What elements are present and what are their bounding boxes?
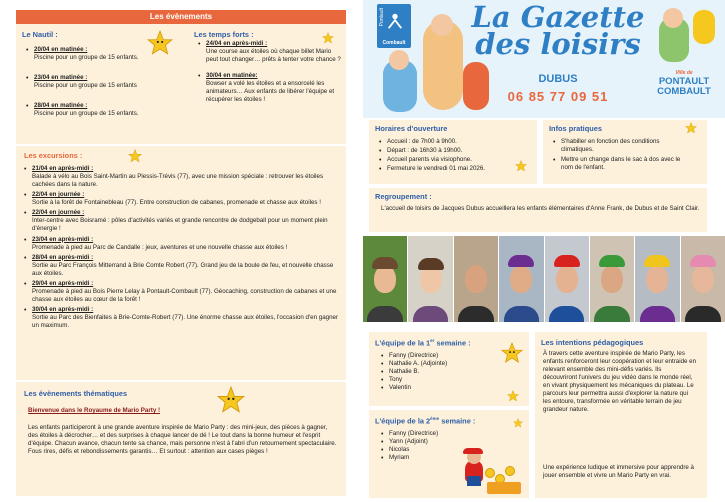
temps-forts-text: Bowser a volé les étoiles et a ensorcelé les animateurs… Aux enfants de libérer l'équipe et récupérer les étoiles !: [206, 80, 335, 104]
regroupement-text: L'accueil de loisirs de Jacques Dubus accueillera les enfants élémentaires d'Anne Frank, de Dubus et de Saint Clair.: [381, 205, 700, 212]
list-item: [196, 40, 342, 64]
list-item: [22, 191, 340, 207]
team-photo: [635, 236, 679, 322]
regroupement-heading: Regroupement :: [375, 192, 432, 201]
list-item: • S'habiller en fonction des conditions climatiques.: [551, 138, 681, 154]
intentions-p2: Une expérience ludique et immersive pour apprendre à jouer ensemble et vivre un Mario Party en vrai.: [543, 464, 694, 480]
events-banner: Les évènements: [16, 10, 346, 24]
regroupement-panel: [369, 188, 707, 232]
team-photo-strip: [363, 236, 725, 322]
logo-side-text: Pontault: [379, 8, 385, 27]
list-item: [22, 306, 340, 330]
intentions-heading: Les intentions pédagogiques: [541, 338, 644, 347]
intentions-panel: [535, 332, 707, 498]
team-photo: [454, 236, 498, 322]
kid-illustration: [431, 14, 453, 36]
temps-forts-text: Une course aux étoiles où chaque billet Mario peut tout changer… prêts à tenter votre chance ?: [206, 48, 341, 64]
intentions-p1: À travers cette aventure inspirée de Mario Party, les enfants renforceront leur coopération et leur entraide en relevant ensemble des mini-défis variés. Ils découvriront l'univers du jeu vidéo dans le monde réel, en vivant physiquement les mécaniques du plateau. Le parcours leur permettra aussi d'explorer la nature qui les entoure, transformée en véritable terrain de jeu grandeur nature.: [543, 350, 697, 414]
list-item: • Fermeture le vendredi 01 mai 2026.: [377, 165, 535, 173]
equipe2-heading: [375, 416, 475, 426]
team-photo: [499, 236, 543, 322]
excursion-date: 21/04 en après-midi :: [32, 165, 94, 172]
list-item: [22, 280, 340, 304]
nautil-heading: Le Nautil :: [22, 30, 58, 39]
equipe1-list: [379, 352, 499, 392]
list-item: • Nicolas: [379, 446, 459, 454]
equipe1-heading-pre: L'équipe de la 1: [375, 338, 431, 348]
team-photo: [408, 236, 452, 322]
infos-heading: Infos pratiques: [549, 124, 602, 133]
kid-illustration: [389, 50, 409, 70]
title-line2: des loisirs: [475, 27, 641, 61]
ville-line1: PONTAULT: [658, 75, 710, 87]
equipe1-heading-post: semaine :: [434, 338, 471, 348]
team-photo: [681, 236, 725, 322]
equipe2-heading-pre: L'équipe de la 2: [375, 416, 431, 426]
excursion-date: 28/04 en après-midi :: [32, 253, 94, 261]
mario-coins-illustration: [461, 446, 523, 496]
thematiques-paragraph: Les enfants participeront à une grande aventure inspirée de Mario Party : des mini-jeux, des pièces à gagner, des étoiles à décrocher… et des surprises à chaque lancer de dé ! Le tout dans la bonne humeur et l'esprit d'équipe. Chacun avance, chacun tente sa chance, mais personne n'est à l'abri d'un retournement spectaculaire. Fous rires, défis et rebondissements garantis… Et surtout : attention aux cases pièges !: [28, 424, 337, 456]
team-photo: [545, 236, 589, 322]
list-item: • Fanny (Directrice): [379, 352, 499, 360]
excursion-text: Sortie au Parc François Mitterrand à Brie Comte Robert (77). Grand jeu de la boule de feu, et nouvelle chasse aux étoiles.: [32, 261, 334, 277]
temps-forts-heading: Les temps forts :: [194, 30, 254, 39]
excursion-date: 30/04 en après-midi :: [32, 306, 94, 313]
list-item: • Valentin: [379, 384, 499, 392]
logo-text: Combault: [382, 39, 406, 46]
excursion-date: 23/04 en après-midi :: [32, 235, 94, 243]
star-icon: [515, 160, 527, 172]
list-item: • Fanny (Directrice): [379, 430, 459, 438]
horaires-list: [377, 138, 535, 174]
equipe1-panel: [369, 332, 529, 406]
star-icon: [128, 149, 142, 163]
ville-line2: COMBAULT: [657, 85, 711, 97]
horaires-heading: Horaires d'ouverture: [375, 124, 448, 133]
list-item: • Accueil parents via visiophone.: [377, 156, 535, 164]
thematiques-welcome: Bienvenue dans le Royaume de Mario Party !: [28, 407, 161, 414]
list-item: • Accueil : de 7h00 à 9h00.: [377, 138, 535, 146]
ville-small: Ville de: [675, 70, 693, 76]
left-column: [0, 0, 360, 502]
star-icon: [507, 390, 519, 402]
star-icon: [501, 342, 523, 364]
equipe1-heading-sup: er: [430, 338, 435, 343]
excursion-text: Sortie au Parc des Bienfaites à Brie-Comte-Robert (77). Une énorme chasse aux étoiles, l'occasion d'en gagner un maximum.: [32, 314, 339, 330]
star-icon: [685, 122, 697, 134]
nautil-date: 23/04 en matinée :: [34, 74, 88, 82]
star-icon: [216, 386, 246, 414]
equipe2-panel: [369, 410, 529, 498]
horaires-panel: [369, 120, 537, 184]
nautil-text: Piscine pour un groupe de 15 enfants.: [34, 54, 139, 62]
nautil-list: [24, 46, 194, 120]
right-column: [363, 0, 725, 502]
thematiques-heading: Les évènements thématiques: [24, 389, 128, 398]
excursion-text: Sortie à la forêt de Fontainebleau (77). Entre construction de cabanes, promenade et chasse aux étoiles !: [32, 199, 321, 207]
list-item: [22, 209, 340, 233]
excursion-text: Balade à vélo au Bois Saint-Martin au Plessis-Trévis (77), avec une mission spéciale : retrouver les étoiles cachées dans la nature.: [32, 173, 324, 189]
gazette-title: [463, 0, 653, 61]
excursion-text: Promenade à pied au Bois Pierre Lelay à Pontault-Combault (77). Géocaching, construction de cabanes et une chasse aux étoiles au cœur de la forêt !: [32, 287, 337, 303]
infos-list: [551, 138, 681, 174]
excursions-list: [22, 165, 340, 332]
gazette-header: [363, 0, 725, 118]
list-item: [22, 165, 340, 189]
list-item: • Mettre un change dans le sac à dos avec le nom de l'enfant.: [551, 156, 681, 172]
center-name: DUBUS: [538, 73, 578, 85]
excursion-date: 22/04 en journée :: [32, 209, 85, 217]
list-item: [196, 72, 342, 104]
excursions-panel: [16, 146, 346, 380]
temps-forts-date: 30/04 en matinée:: [206, 72, 258, 80]
top-events-panel: [16, 24, 346, 144]
title-line1: La Gazette: [471, 0, 645, 34]
equipe1-heading: [375, 338, 471, 348]
thematiques-panel: [16, 382, 346, 496]
equipe2-heading-post: semaine :: [439, 416, 476, 426]
ville-label: [647, 70, 721, 97]
excursions-heading: Les excursions :: [24, 151, 83, 160]
infos-panel: [543, 120, 707, 184]
pontault-combault-logo: [377, 4, 411, 48]
phone-number: 06 85 77 09 51: [507, 89, 609, 104]
nautil-text: Piscine pour un groupe de 15 enfants.: [34, 110, 139, 118]
excursion-date: 22/04 en journée :: [32, 191, 85, 199]
equipe2-heading-sup: ème: [430, 416, 440, 421]
nautil-date: 28/04 en matinée :: [34, 102, 88, 110]
excursion-date: 29/04 en après-midi :: [32, 279, 94, 287]
star-icon: [513, 418, 523, 428]
list-item: • Nathalie B.: [379, 368, 499, 376]
list-item: • Tony: [379, 376, 499, 384]
team-photo: [363, 236, 407, 322]
excursion-text: Promenade à pied au Parc de Candalle : jeux, aventures et une nouvelle chasse aux étoiles !: [32, 243, 288, 251]
nautil-date: 20/04 en matinée :: [34, 46, 88, 53]
list-item: [24, 102, 194, 118]
list-item: [24, 46, 194, 62]
kid-illustration: [693, 10, 715, 44]
list-item: • Nathalie A. (Adjointe): [379, 360, 499, 368]
list-item: [22, 236, 340, 252]
list-item: [24, 74, 194, 90]
list-item: • Départ : de 16h30 à 19h00.: [377, 147, 535, 155]
temps-forts-date: 24/04 en après-midi :: [206, 40, 268, 47]
team-photo: [590, 236, 634, 322]
list-item: [22, 254, 340, 278]
nautil-text: Piscine pour un groupe de 15 enfants: [34, 82, 137, 90]
kid-illustration: [663, 8, 683, 28]
temps-forts-list: [196, 40, 342, 106]
logo-figure-icon: [386, 12, 404, 30]
equipe2-list: [379, 430, 459, 462]
list-item: • Myriam: [379, 454, 459, 462]
list-item: • Yann (Adjoint): [379, 438, 459, 446]
excursion-text: Inter-centre avec Boisramé : pôles d'activités variés et grande rencontre de dodgeball pour un moment plein d'énergie !: [32, 217, 328, 233]
